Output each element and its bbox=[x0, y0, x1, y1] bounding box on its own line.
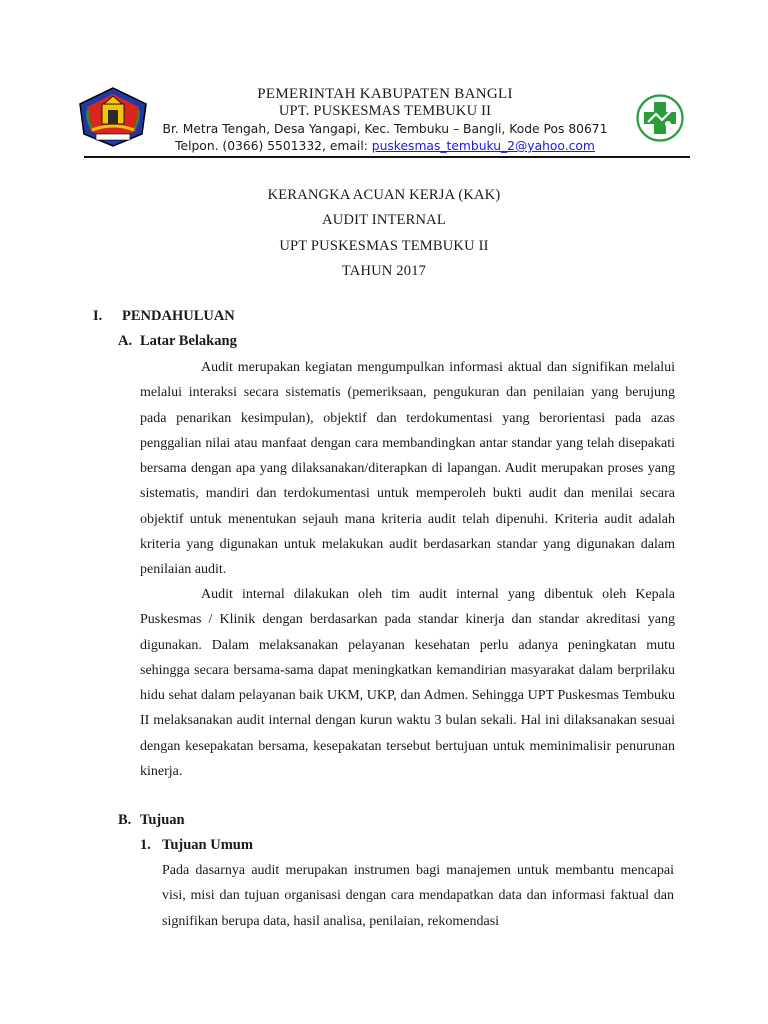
document-year: TAHUN 2017 bbox=[341, 262, 427, 279]
email-link[interactable]: puskesmas_tembuku_2@yahoo.com bbox=[371, 139, 595, 153]
phone-text: Telpon. (0366) 5501332, email: bbox=[175, 139, 372, 153]
subsection-title: Latar Belakang bbox=[140, 333, 237, 349]
subsection-number: A. bbox=[118, 333, 133, 349]
section-number: I. bbox=[93, 308, 103, 324]
paragraph-latar-belakang-2: Audit internal dilakukan oleh tim audit internal yang dibentuk oleh Kepala Puskesmas / Klinik dengan berdasarkan pada standar kinerja dan standar akreditasi yang digunakan. Dalam melaksanakan pelayanan kesehatan perlu adanya peningkatan mutu sehingga secara bersama-sama dapat meningkatkan kemandirian masyarakat dalam berprilaku hidu sehat dalam pelayanan baik UKM, UKP, dan Admen. Sehingga UPT Puskesmas Tembuku II melaksanakan audit internal dengan kurun waktu 3 bulan sekali. Hal ini dilaksanakan sesuai dengan kesepakatan bersama, kesepakatan tersebut bertujuan untuk meminimalisir penurunan kinerja. bbox=[140, 587, 675, 780]
letterhead-text bbox=[134, 85, 636, 155]
government-name: PEMERINTAH KABUPATEN BANGLI bbox=[257, 86, 513, 102]
contact-line bbox=[134, 138, 636, 155]
institution-name: UPT. PUSKESMAS TEMBUKU II bbox=[278, 103, 492, 119]
subsection-number: B. bbox=[118, 812, 132, 828]
letterhead-divider bbox=[84, 156, 690, 158]
document-institution: UPT PUSKESMAS TEMBUKU II bbox=[279, 237, 489, 254]
document-title-block bbox=[84, 183, 684, 284]
item-title: Tujuan Umum bbox=[162, 837, 253, 853]
address: Br. Metra Tengah, Desa Yangapi, Kec. Tembuku – Bangli, Kode Pos 80671 bbox=[162, 122, 608, 136]
document-subtitle: AUDIT INTERNAL bbox=[322, 212, 446, 229]
letterhead bbox=[74, 82, 686, 158]
paragraph-latar-belakang-1: Audit merupakan kegiatan mengumpulkan informasi aktual dan signifikan melalui melalui interaksi secara sistematis (pemeriksaan, pengukuran dan penilaian yang berujung pada penarikan kesimpulan), objektif dan terdokumentasi yang berorientasi pada azas penggalian nilai atau manfaat dengan cara membandingkan antar standar yang telah disepakati bersama dengan apa yang dilaksanakan/diterapkan di lapangan. Audit merupakan proses yang sistematis, mandiri dan terdokumentasi untuk memperoleh bukti audit dan menilai secara objektif untuk menentukan sejauh mana kriteria audit telah dipenuhi. Kriteria audit adalah kriteria yang digunakan untuk melakukan audit berdasarkan standar yang digunakan dalam penilaian audit. bbox=[140, 360, 675, 578]
subsection-title: Tujuan bbox=[140, 812, 185, 828]
puskesmas-cross-icon bbox=[636, 94, 684, 142]
document-title: KERANGKA ACUAN KERJA (KAK) bbox=[267, 187, 501, 203]
paragraph-tujuan-umum: Pada dasarnya audit merupakan instrumen bagi manajemen untuk membantu mencapai visi, misi dan tujuan organisasi dengan cara mendapatkan data dan informasi faktual dan signifikan berupa data, hasil analisa, penilaian, rekomendasi bbox=[162, 863, 674, 929]
section-title: PENDAHULUAN bbox=[122, 308, 235, 324]
item-number: 1. bbox=[140, 837, 151, 853]
